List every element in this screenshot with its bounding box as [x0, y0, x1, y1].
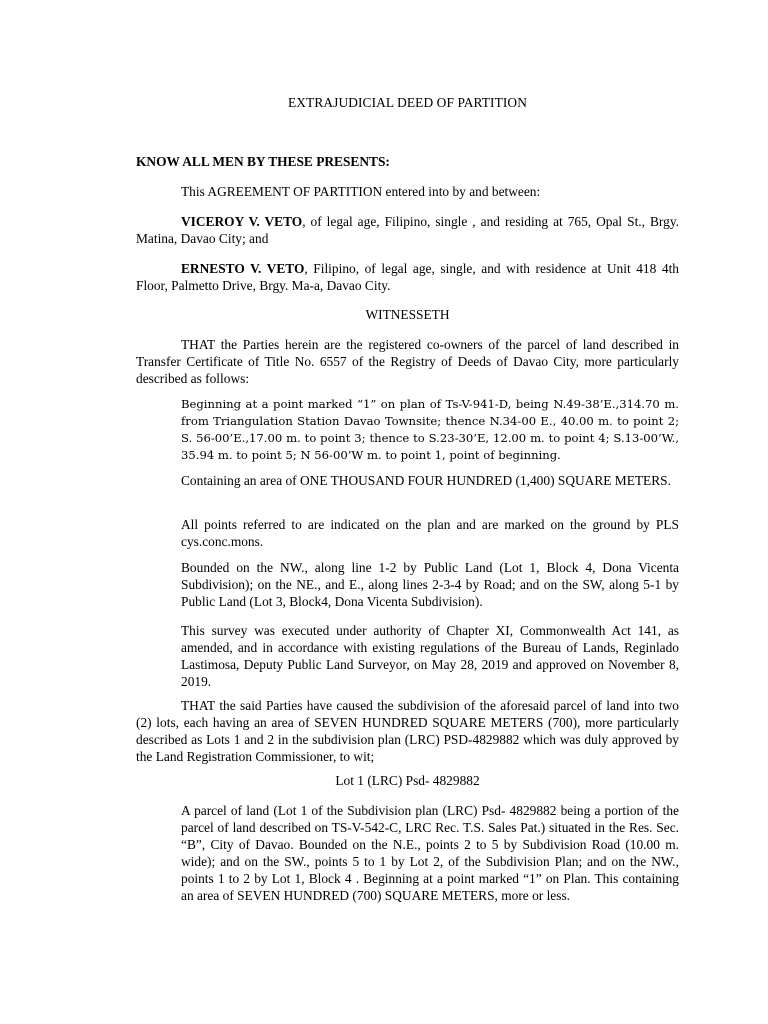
area-paragraph: Containing an area of ONE THOUSAND FOUR HUNDRED (1,400) SQUARE METERS.: [181, 473, 671, 488]
party-2-paragraph: [136, 260, 679, 294]
points-paragraph: All points referred to are indicated on the plan and are marked on the ground by PLS cys.conc.mons.: [181, 517, 679, 549]
technical-description: Beginning at a point marked “1” on plan of Ts-V-941-D, being N.49-38’E.,314.70 m. from Triangulation Station Davao Townsite; thence N.34-00 E., 40.00 m. to point 2; S. 56-00’E.,17.00 m. to point 3; thence to S.23-30’E, 12.00 m. to point 4; S.13-00’W., 35.94 m. to point 5; N 56-00’W m. to point 1, point of beginning.: [181, 397, 679, 462]
bounded-paragraph: Bounded on the NW., along line 1-2 by Public Land (Lot 1, Block 4, Dona Vicenta Subdivision); on the NE., and E., along lines 2-3-4 by Road; and on the SW, along 5-1 by Public Land (Lot 3, Block4, Dona Vicenta Subdivision).: [181, 560, 679, 609]
party-1-details: , of legal age, Filipino, single , and residing at 765, Opal St., Brgy. Matina, Davao City; and: [136, 214, 679, 246]
recital-1-paragraph: THAT the Parties herein are the registered co-owners of the parcel of land described in Transfer Certificate of Title No. 6557 of the Registry of Deeds of Davao City, more particularly described as follows:: [136, 337, 679, 386]
lot-1-heading: Lot 1 (LRC) Psd- 4829882: [335, 773, 480, 788]
party-2-name: ERNESTO V. VETO: [181, 261, 305, 276]
party-1-paragraph: [136, 213, 679, 247]
witnesseth-heading: WITNESSETH: [365, 307, 450, 322]
document-title: EXTRAJUDICIAL DEED OF PARTITION: [288, 95, 527, 110]
party-1-name: VICEROY V. VETO: [181, 214, 303, 229]
intro-paragraph: This AGREEMENT OF PARTITION entered into by and between:: [181, 184, 541, 199]
lot-1-description: A parcel of land (Lot 1 of the Subdivision plan (LRC) Psd- 4829882 being a portion of the parcel of land described on TS-V-542-C, LRC Rec. T.S. Sales Pat.) situated in the Res. Sec. “B”, City of Davao. Bounded on the N.E., points 2 to 5 by Subdivision Road (10.00 m. wide); and on the SW., points 5 to 1 by Lot 2, of the Subdivision Plan; and on the NW., points 1 to 2 by Lot 1, Block 4 . Beginning at a point marked “1” on Plan. This containing an area of SEVEN HUNDRED (700) SQUARE METERS, more or less.: [181, 803, 679, 903]
opening-clause: KNOW ALL MEN BY THESE PRESENTS:: [136, 154, 390, 169]
recital-2-paragraph: THAT the said Parties have caused the subdivision of the aforesaid parcel of land into two (2) lots, each having an area of SEVEN HUNDRED SQUARE METERS (700), more particularly described as Lots 1 and 2 in the subdivision plan (LRC) PSD-4829882 which was duly approved by the Land Registration Commissioner, to wit;: [136, 698, 679, 764]
survey-paragraph: This survey was executed under authority of Chapter XI, Commonwealth Act 141, as amended, and in accordance with existing regulations of the Bureau of Lands, Reginlado Lastimosa, Deputy Public Land Surveyor, on May 28, 2019 and approved on November 8, 2019.: [181, 623, 679, 689]
party-2-details: , Filipino, of legal age, single, and with residence at Unit 418 4th Floor, Palmetto Drive, Brgy. Ma-a, Davao City.: [136, 261, 679, 293]
